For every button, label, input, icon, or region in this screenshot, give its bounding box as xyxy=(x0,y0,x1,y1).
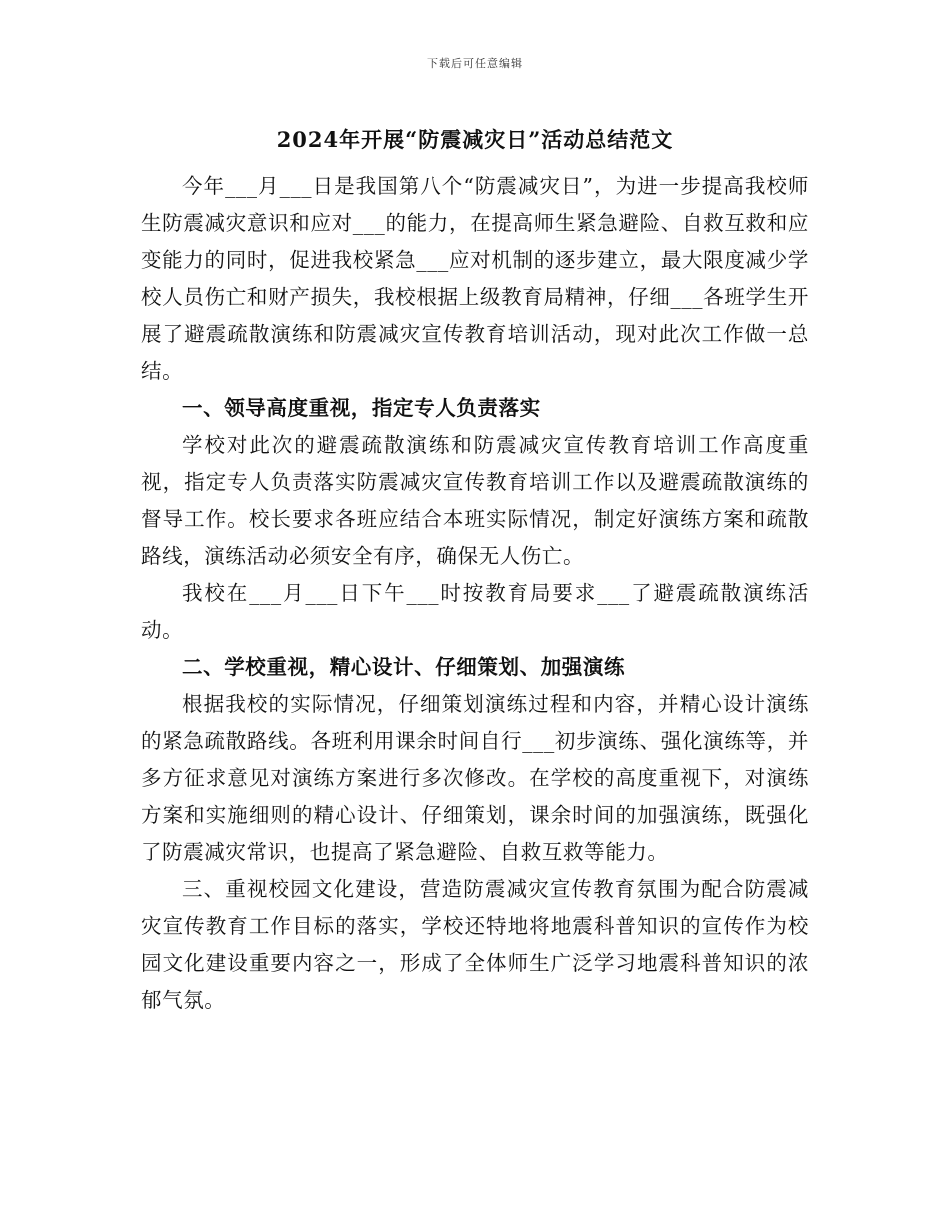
paragraph-intro: 今年___月___日是我国第八个“防震减灾日”，为进一步提高我校师生防震减灾意识和应对___的能力，在提高师生紧急避险、自救互救和应变能力的同时，促进我校紧急___应对机制的逐步建立，最大限度减少学校人员伤亡和财产损失，我校根据上级教育局精神，仔细___各班学生开展了避震疏散演练和防震减灾宣传教育培训活动，现对此次工作做一总结。 xyxy=(141,174,809,383)
section-heading-2: 二、学校重视，精心设计、仔细策划、加强演练 xyxy=(182,655,626,679)
document-title: 2024年开展“防震减灾日”活动总结范文 xyxy=(276,127,674,152)
section-heading-1: 一、领导高度重视，指定专人负责落实 xyxy=(182,396,541,420)
paragraph-drill-time: 我校在___月___日下午___时按教育局要求___了避震疏散演练活动。 xyxy=(141,581,809,642)
paragraph-planning: 根据我校的实际情况，仔细策划演练过程和内容，并精心设计演练的紧急疏散路线。各班利用课余时间自行___初步演练、强化演练等，并多方征求意见对演练方案进行多次修改。在学校的高度重视下，对演练方案和实施细则的精心设计、仔细策划，课余时间的加强演练，既强化了防震减灾常识，也提高了紧急避险、自救互救等能力。 xyxy=(141,692,809,864)
header-note: 下载后可任意编辑 xyxy=(427,57,523,70)
paragraph-campus-culture: 三、重视校园文化建设，营造防震减灾宣传教育氛围为配合防震减灾宣传教育工作目标的落实，学校还特地将地震科普知识的宣传作为校园文化建设重要内容之一，形成了全体师生广泛学习地震科普知识的浓郁气氛。 xyxy=(141,877,809,1012)
paragraph-leadership: 学校对此次的避震疏散演练和防震减灾宣传教育培训工作高度重视，指定专人负责落实防震减灾宣传教育培训工作以及避震疏散演练的督导工作。校长要求各班应结合本班实际情况，制定好演练方案和疏散路线，演练活动必须安全有序，确保无人伤亡。 xyxy=(141,433,809,568)
document-body xyxy=(141,168,809,1019)
